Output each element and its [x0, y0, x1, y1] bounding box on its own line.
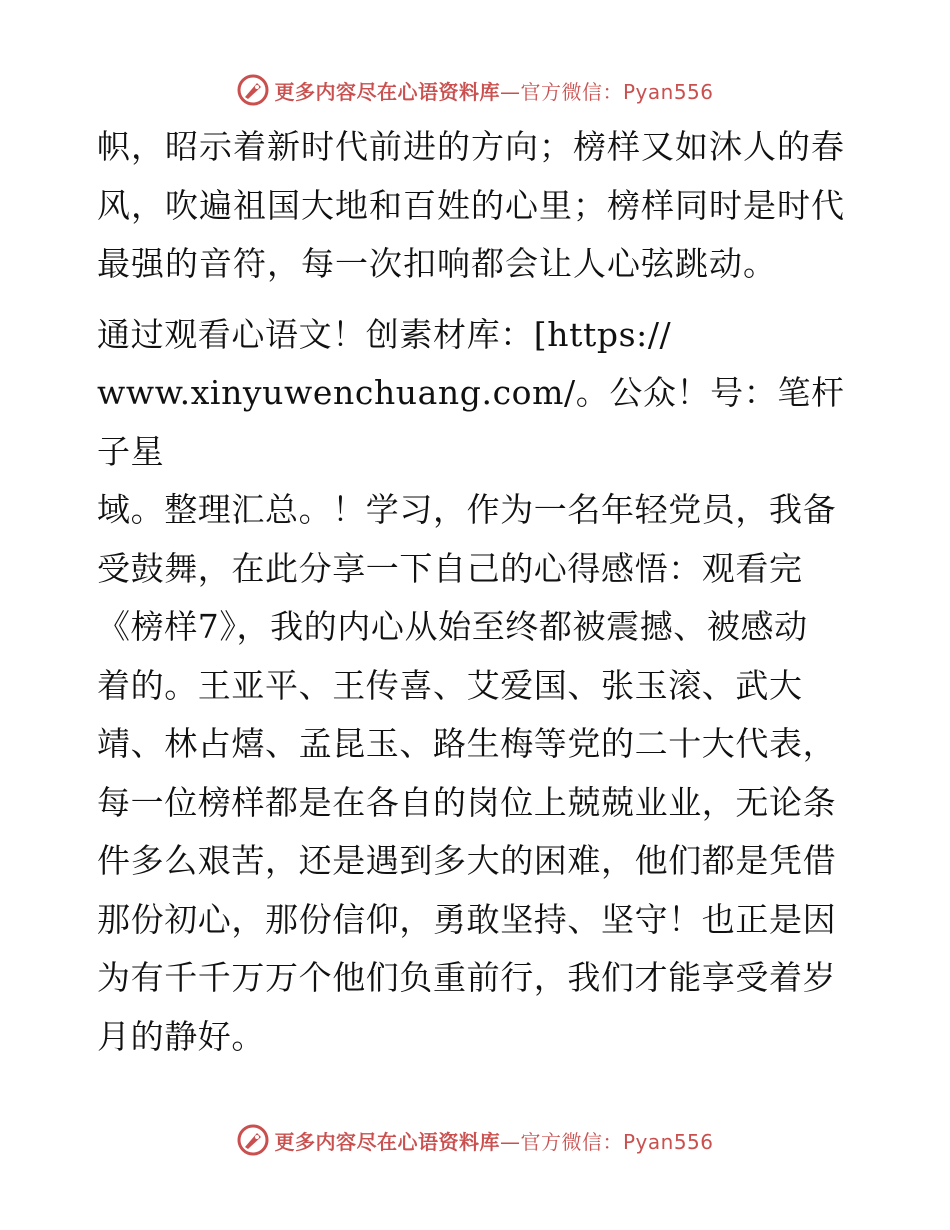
banner-separator: —	[499, 79, 521, 104]
banner-wechat-id: Pyan556	[622, 79, 714, 104]
banner-main-text: 更多内容尽在心语资料库	[274, 1129, 500, 1154]
banner-text	[274, 1126, 713, 1155]
footer-banner	[0, 1120, 950, 1160]
banner-wechat-id: Pyan556	[622, 1129, 714, 1154]
banner-wechat-label: 官方微信：	[520, 1129, 623, 1154]
header-banner	[0, 70, 950, 110]
banner-text	[274, 76, 713, 105]
pen-nib-circle-icon	[236, 73, 270, 107]
banner-separator: —	[499, 1129, 521, 1154]
banner-wechat-label: 官方微信：	[520, 79, 623, 104]
banner-main-text: 更多内容尽在心语资料库	[274, 79, 500, 104]
paragraph-2: 通过观看心语文！创素材库：[https:// www.xinyuwenchuang.com/。公众！号：笔杆子星 域。整理汇总。！学习，作为一名年轻党员，我备 受鼓舞，在此分享一下自己的心得感悟：观看完 《榜样7》，我的内心从始至终都被震撼、被感动 着的。王亚平、王传喜、艾爱国、张玉滚、武大 靖、林占熺、孟昆玉、路生梅等党的二十大代表， 每一位榜样都是在各自的岗位上兢兢业业，无论条 件多么艰苦，还是遇到多大的困难，他们都是凭借 那份初心，那份信仰，勇敢坚持、坚守！也正是因 为有千千万万个他们负重前行，我们才能享受着岁 月的静好。	[97, 314, 845, 1056]
pen-nib-circle-icon	[236, 1123, 270, 1157]
document-body	[97, 118, 857, 1066]
paragraph-1: 帜，昭示着新时代前进的方向；榜样又如沐人的春 风，吹遍祖国大地和百姓的心里；榜样同时是时代 最强的音符，每一次扣响都会让人心弦跳动。	[97, 127, 845, 283]
